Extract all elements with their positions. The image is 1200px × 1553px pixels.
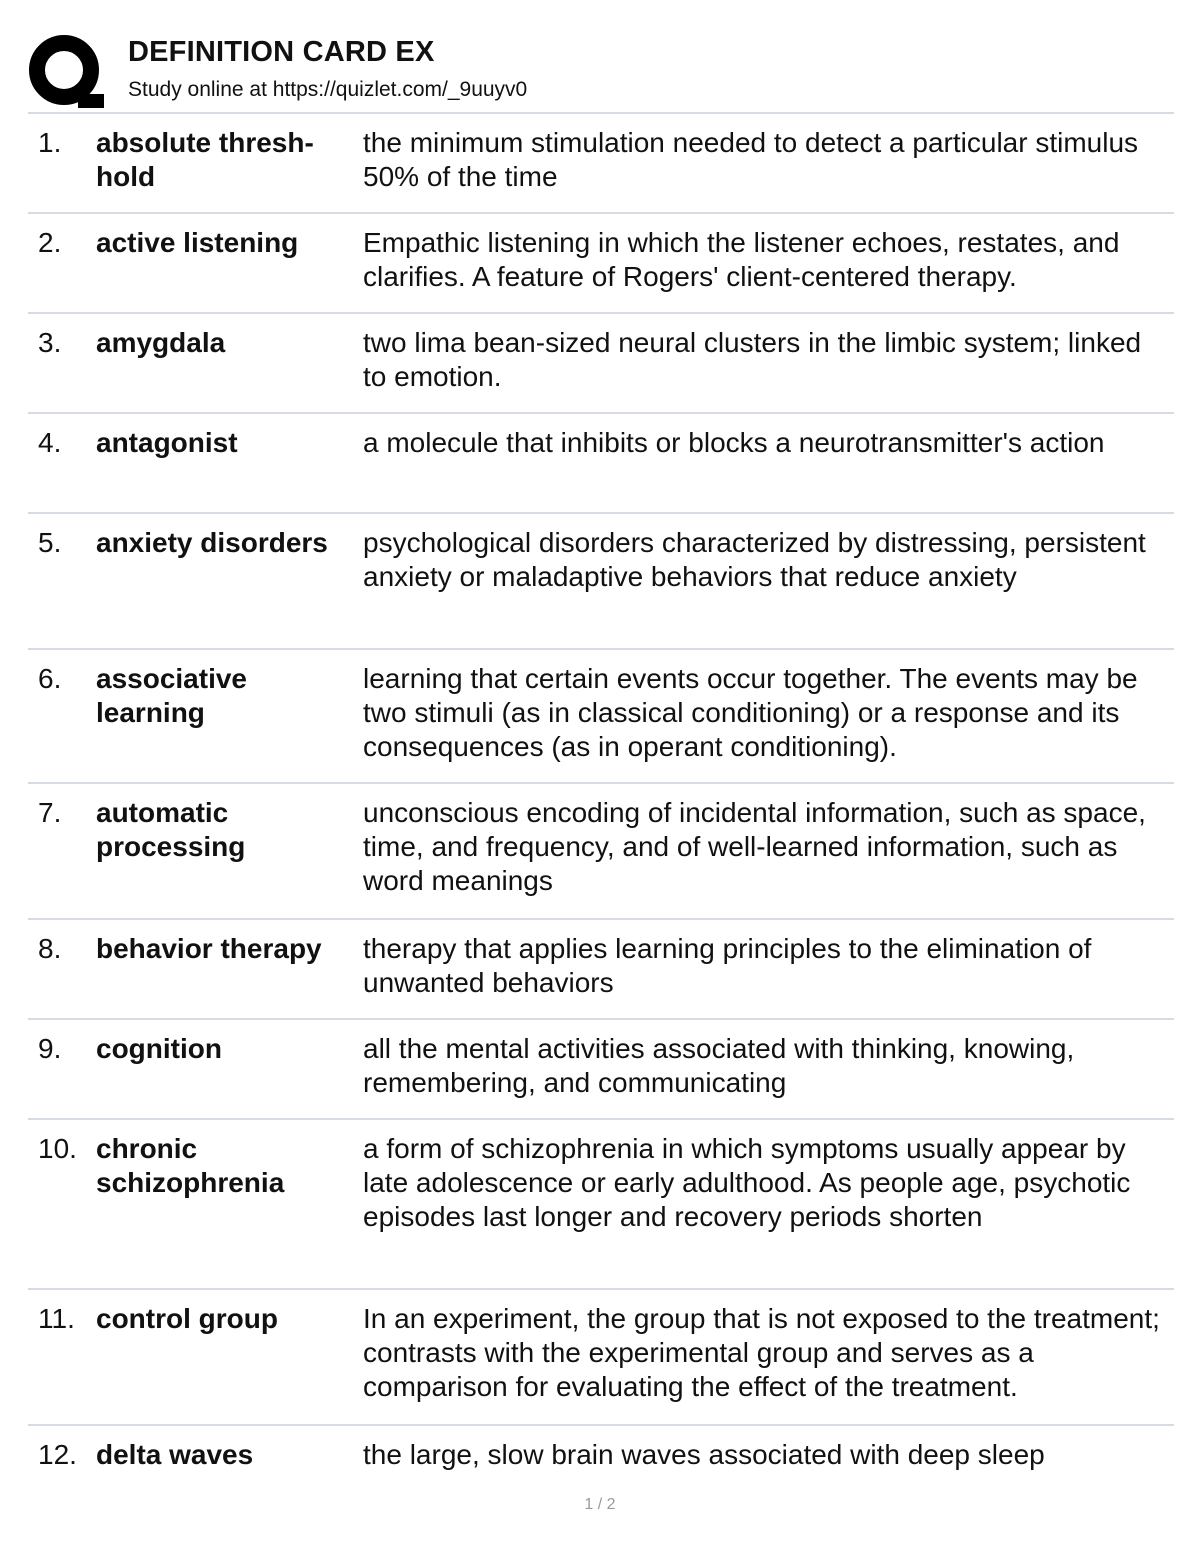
card-term: antagonist [96, 427, 238, 458]
card-row [28, 1290, 1174, 1426]
page-number: 1 / 2 [584, 1496, 616, 1513]
card-row [28, 214, 1174, 314]
card-definition: unconscious encoding of incidental information, such as space, time, and frequency, and of well-learned information, such as word meanings [363, 797, 1146, 896]
card-number: 2. [38, 227, 62, 258]
card-definition: In an experiment, the group that is not exposed to the treatment; contrasts with the experimental group and serves as a comparison for evaluating the effect of the treatment. [363, 1303, 1160, 1402]
definition-list [28, 114, 1174, 1486]
card-term: control group [96, 1303, 278, 1334]
card-definition: the minimum stimulation needed to detect a particular stimulus 50% of the time [363, 127, 1139, 192]
card-number: 9. [38, 1033, 62, 1064]
card-row [28, 1426, 1174, 1486]
card-definition: learning that certain events occur together. The events may be two stimuli (as in classical conditioning) or a response and its consequences (as in operant conditioning). [363, 663, 1138, 762]
card-term: amygdala [96, 327, 226, 358]
card-row [28, 784, 1174, 920]
card-term: absolute thresh-hold [96, 127, 314, 192]
card-row [28, 1020, 1174, 1120]
card-number: 10. [38, 1133, 77, 1164]
card-term: cognition [96, 1033, 222, 1064]
card-term: delta waves [96, 1439, 254, 1470]
card-term: associative learning [96, 663, 247, 728]
study-online-link[interactable]: Study online at https://quizlet.com/_9uuyv0 [128, 78, 528, 101]
card-term: chronic schizophrenia [96, 1133, 285, 1198]
card-term: automatic processing [96, 797, 246, 862]
card-number: 3. [38, 327, 62, 358]
card-number: 11. [38, 1303, 75, 1334]
card-row [28, 314, 1174, 414]
card-number: 7. [38, 797, 62, 828]
card-row [28, 114, 1174, 214]
card-number: 6. [38, 663, 62, 694]
card-number: 12. [38, 1439, 77, 1470]
card-definition: all the mental activities associated with thinking, knowing, remembering, and communicating [363, 1033, 1075, 1098]
card-row [28, 414, 1174, 514]
card-definition: Empathic listening in which the listener echoes, restates, and clarifies. A feature of Rogers' client-centered therapy. [363, 227, 1120, 292]
card-definition: a form of schizophrenia in which symptoms usually appear by late adolescence or early adulthood. As people age, psychotic episodes last longer and recovery periods shorten [363, 1133, 1131, 1232]
card-row [28, 650, 1174, 784]
card-row [28, 1120, 1174, 1290]
card-term: active listening [96, 227, 299, 258]
card-definition: psychological disorders characterized by distressing, persistent anxiety or maladaptive behaviors that reduce anxiety [363, 527, 1146, 592]
card-number: 4. [38, 427, 62, 458]
quizlet-logo-icon [28, 32, 108, 112]
card-term: anxiety disorders [96, 527, 328, 558]
page-title: DEFINITION CARD EX [128, 36, 435, 68]
card-term: behavior therapy [96, 933, 322, 964]
card-definition: two lima bean-sized neural clusters in the limbic system; linked to emotion. [363, 327, 1142, 392]
card-number: 5. [38, 527, 62, 558]
card-row [28, 920, 1174, 1020]
card-definition: a molecule that inhibits or blocks a neurotransmitter's action [363, 427, 1105, 458]
header [28, 28, 1174, 112]
card-number: 8. [38, 933, 62, 964]
card-definition: therapy that applies learning principles to the elimination of unwanted behaviors [363, 933, 1092, 998]
card-number: 1. [38, 127, 62, 158]
card-row [28, 514, 1174, 650]
card-definition: the large, slow brain waves associated with deep sleep [363, 1439, 1045, 1470]
